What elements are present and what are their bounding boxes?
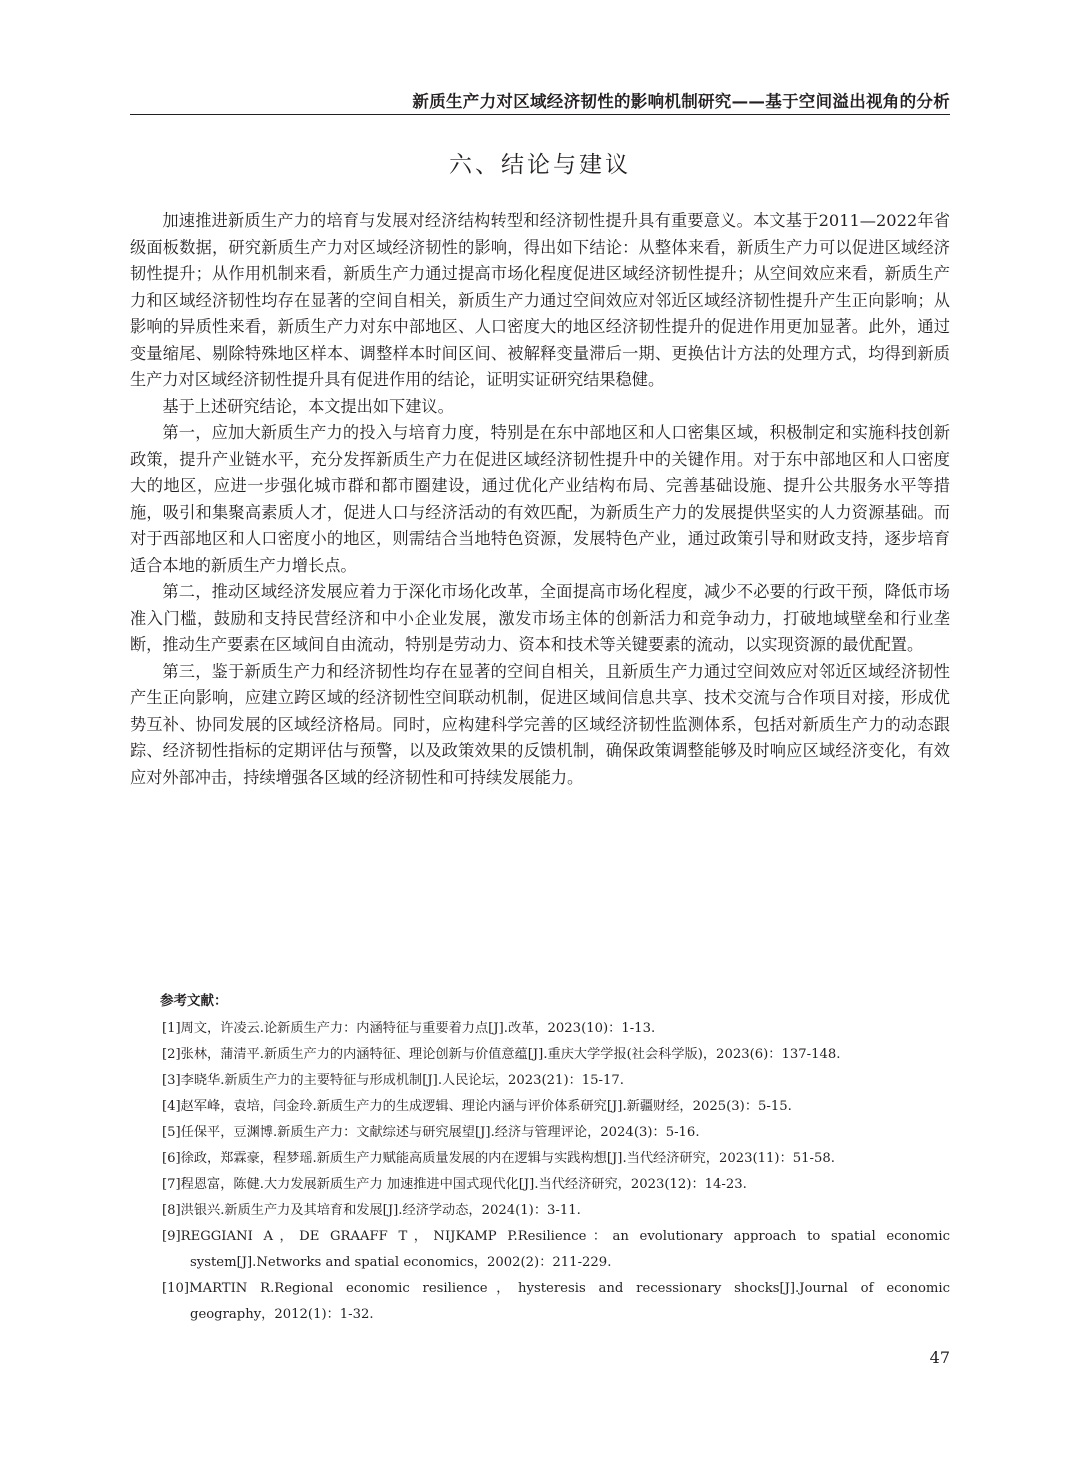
paragraph-suggestion-third: 第三，鉴于新质生产力和经济韧性均存在显著的空间自相关，且新质生产力通过空间效应对邻近区域经济韧性产生正向影响，应建立跨区域的经济韧性空间联动机制，促进区域间信息共享、技术交流与合作项目对接，形成优势互补、协同发展的区域经济格局。同时，应构建科学完善的区域经济韧性监测体系，包括对新质生产力的动态跟踪、经济韧性指标的定期评估与预警，以及政策效果的反馈机制，确保政策调整能够及时响应区域经济变化，有效应对外部冲击，持续增强各区域的经济韧性和可持续发展能力。	[130, 661, 950, 787]
page-number: 47	[929, 1348, 950, 1367]
reference-item: [3]李晓华.新质生产力的主要特征与形成机制[J].人民论坛，2023(21)：15-17.	[162, 1073, 624, 1088]
reference-item: [7]程恩富，陈健.大力发展新质生产力 加速推进中国式现代化[J].当代经济研究，2023(12)：14-23.	[162, 1177, 747, 1192]
reference-item: [2]张林，蒲清平.新质生产力的内涵特征、理论创新与价值意蕴[J].重庆大学学报(社会科学版)，2023(6)：137-148.	[162, 1047, 841, 1062]
paragraph-conclusions: 加速推进新质生产力的培育与发展对经济结构转型和经济韧性提升具有重要意义。本文基于2011—2022年省级面板数据，研究新质生产力对区域经济韧性的影响，得出如下结论：从整体来看，新质生产力可以促进区域经济韧性提升；从作用机制来看，新质生产力通过提高市场化程度促进区域经济韧性提升；从空间效应来看，新质生产力和区域经济韧性均存在显著的空间自相关，新质生产力通过空间效应对邻近区域经济韧性提升产生正向影响；从影响的异质性来看，新质生产力对东中部地区、人口密度大的地区经济韧性提升的促进作用更加显著。此外，通过变量缩尾、剔除特殊地区样本、调整样本时间区间、被解释变量滞后一期、更换估计方法的处理方式，均得到新质生产力对区域经济韧性提升具有促进作用的结论，证明实证研究结果稳健。	[130, 211, 950, 389]
paragraph-suggestion-second: 第二，推动区域经济发展应着力于深化市场化改革，全面提高市场化程度，减少不必要的行政干预，降低市场准入门槛，鼓励和支持民营经济和中小企业发展，激发市场主体的创新活力和竞争动力，打破地域壁垒和行业垄断，推动生产要素在区域间自由流动，特别是劳动力、资本和技术等关键要素的流动，以实现资源的最优配置。	[130, 582, 950, 654]
reference-item: [8]洪银兴.新质生产力及其培育和发展[J].经济学动态，2024(1)：3-11.	[162, 1203, 581, 1218]
paragraph-suggestions-intro: 基于上述研究结论，本文提出如下建议。	[162, 396, 454, 416]
body-text	[130, 208, 950, 791]
reference-item: [1]周文，许凌云.论新质生产力：内涵特征与重要着力点[J].改革，2023(10)：1-13.	[162, 1021, 656, 1036]
reference-item: [5]任保平，豆渊博.新质生产力：文献综述与研究展望[J].经济与管理评论，2024(3)：5-16.	[162, 1125, 700, 1140]
reference-item: [9]REGGIANI A，DE GRAAFF T，NIJKAMP P.Resilience：an evolutionary approach to spatial economic system[J].Networks and spatial economics，2002(2)：211-229.	[162, 1229, 950, 1270]
paragraph-suggestion-first: 第一，应加大新质生产力的投入与培育力度，特别是在东中部地区和人口密集区域，积极制定和实施科技创新政策，提升产业链水平，充分发挥新质生产力在促进区域经济韧性提升中的关键作用。对于东中部地区和人口密度大的地区，应进一步强化城市群和都市圈建设，通过优化产业结构布局、完善基础设施、提升公共服务水平等措施，吸引和集聚高素质人才，促进人口与经济活动的有效匹配，为新质生产力的发展提供坚实的人力资源基础。而对于西部地区和人口密度小的地区，则需结合当地特色资源，发展特色产业，通过政策引导和财政支持，逐步培育适合本地的新质生产力增长点。	[130, 423, 950, 575]
section-title: 六、结论与建议	[449, 152, 631, 178]
reference-item: [4]赵军峰，袁培，闫金玲.新质生产力的生成逻辑、理论内涵与评价体系研究[J].新疆财经，2025(3)：5-15.	[162, 1099, 792, 1114]
reference-item: [6]徐政，郑霖豪，程梦瑶.新质生产力赋能高质量发展的内在逻辑与实践构想[J].当代经济研究，2023(11)：51-58.	[162, 1151, 835, 1166]
running-header: 新质生产力对区域经济韧性的影响机制研究——基于空间溢出视角的分析	[412, 92, 950, 111]
reference-item: [10]MARTIN R.Regional economic resilience，hysteresis and recessionary shocks[J].Journal of economic geography，2012(1)：1-32.	[162, 1281, 950, 1322]
references-title: 参考文献：	[160, 993, 228, 1009]
header-rule	[130, 114, 950, 115]
references	[130, 990, 950, 1328]
